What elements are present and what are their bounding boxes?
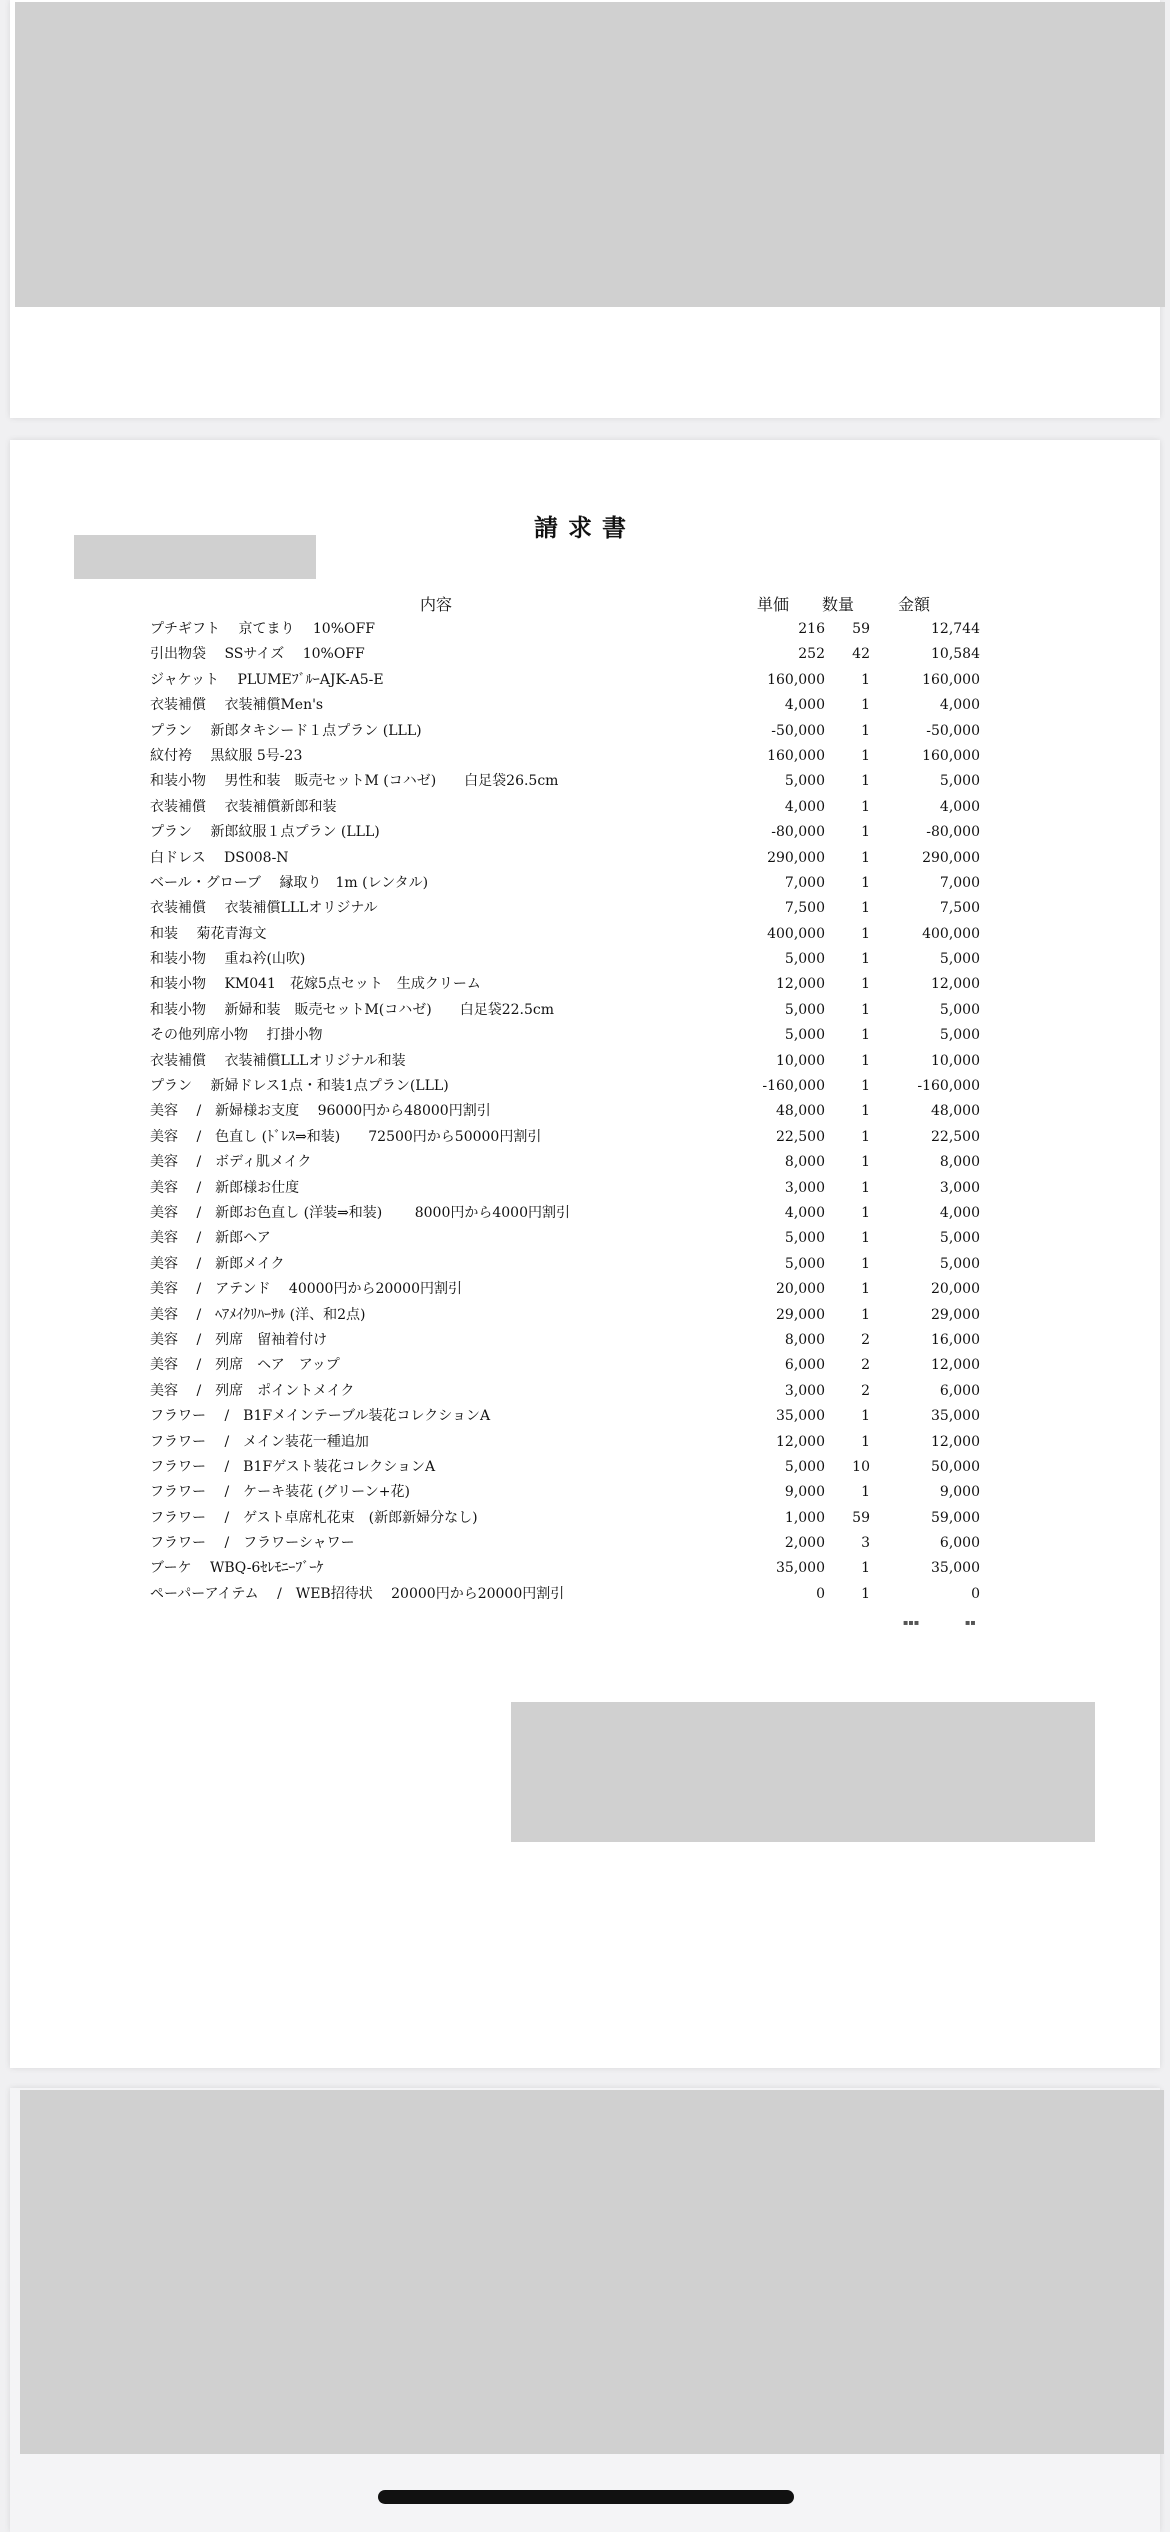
line-item-quantity: 3	[861, 1535, 870, 1552]
line-item-unit-price: -50,000	[771, 722, 825, 739]
line-item-unit-price: 4,000	[784, 697, 825, 714]
line-item-amount: -160,000	[917, 1078, 980, 1095]
line-item-description: フラワー / フラワーシャワー	[150, 1535, 355, 1552]
line-item-amount: 290,000	[922, 849, 980, 866]
line-item-unit-price: 5,000	[784, 951, 825, 968]
line-item-amount: 22,500	[931, 1128, 980, 1145]
line-item-description: 美容 / 列席 ヘア アップ	[150, 1357, 340, 1374]
line-item-description: 美容 / 新郎ヘア	[150, 1230, 271, 1247]
line-item-row	[150, 972, 980, 997]
invoice-page	[10, 440, 1160, 2068]
line-item-quantity: 1	[861, 925, 870, 942]
line-item-quantity: 1	[861, 747, 870, 764]
line-item-amount: 20,000	[931, 1281, 980, 1298]
line-item-unit-price: 20,000	[776, 1281, 825, 1298]
line-item-amount: 29,000	[931, 1306, 980, 1323]
line-item-description: ベール・グローブ 縁取り 1m (レンタル)	[150, 874, 429, 891]
line-item-row	[150, 769, 980, 794]
line-item-amount: 160,000	[922, 747, 980, 764]
line-item-amount: 7,000	[939, 874, 980, 891]
line-item-quantity: 1	[861, 1103, 870, 1120]
line-item-quantity: 1	[861, 976, 870, 993]
line-item-quantity: 1	[861, 773, 870, 790]
invoice-title: 請求書	[534, 513, 636, 542]
redacted-recipient	[74, 535, 316, 579]
line-item-amount: 5,000	[939, 773, 980, 790]
line-item-unit-price: 3,000	[784, 1179, 825, 1196]
redacted-area-top	[15, 2, 1165, 307]
line-item-description: 美容 / ボディ肌メイク	[150, 1154, 312, 1171]
line-item-unit-price: 8,000	[784, 1154, 825, 1171]
line-item-unit-price: 0	[816, 1585, 825, 1602]
line-item-quantity: 59	[852, 621, 870, 637]
line-item-row	[150, 1430, 980, 1455]
line-item-unit-price: 9,000	[784, 1484, 825, 1501]
line-item-quantity: 2	[861, 1357, 870, 1374]
line-item-row	[150, 1353, 980, 1378]
line-item-unit-price: 7,000	[784, 874, 825, 891]
line-item-amount: -50,000	[926, 722, 980, 739]
line-item-unit-price: -80,000	[771, 824, 825, 841]
line-item-quantity: 1	[861, 1128, 870, 1145]
line-item-description: 美容 / ﾍｱﾒｲｸﾘﾊｰｻﾙ (洋、和2点)	[150, 1306, 366, 1323]
line-item-row	[150, 1480, 980, 1505]
line-item-row	[150, 1252, 980, 1277]
line-item-description: プラン 新郎タキシード１点プラン (LLL)	[150, 722, 422, 739]
line-item-row	[150, 795, 980, 820]
line-item-row	[150, 719, 980, 744]
line-item-row	[150, 1201, 980, 1226]
line-item-amount: 6,000	[939, 1382, 980, 1399]
line-item-row	[150, 1277, 980, 1302]
line-item-row	[150, 1099, 980, 1124]
line-item-quantity: 1	[861, 1433, 870, 1450]
line-item-quantity: 1	[861, 697, 870, 714]
line-item-quantity: 2	[861, 1331, 870, 1348]
line-item-unit-price: 4,000	[784, 798, 825, 815]
line-item-quantity: 1	[861, 824, 870, 841]
line-item-unit-price: 5,000	[784, 1001, 825, 1018]
line-item-description: 美容 / 新郎メイク	[150, 1255, 285, 1272]
line-item-row	[150, 1125, 980, 1150]
line-item-unit-price: 48,000	[776, 1103, 825, 1120]
line-item-unit-price: 10,000	[776, 1052, 825, 1069]
line-item-amount: 4,000	[939, 1204, 980, 1221]
line-item-quantity: 1	[861, 1230, 870, 1247]
line-item-row	[150, 871, 980, 896]
line-item-unit-price: 2,000	[784, 1535, 825, 1552]
line-item-quantity: 1	[861, 1204, 870, 1221]
header-quantity: 数量	[822, 595, 855, 614]
line-item-unit-price: 3,000	[784, 1382, 825, 1399]
line-item-unit-price: 35,000	[776, 1560, 825, 1577]
line-item-description: 美容 / 新郎お色直し (洋装⇒和装) 8000円から4000円割引	[150, 1204, 570, 1221]
line-item-description: 美容 / アテンド 40000円から20000円割引	[150, 1281, 462, 1298]
line-item-row	[150, 1531, 980, 1556]
line-item-description: 美容 / 新郎様お仕度	[150, 1179, 300, 1196]
line-item-row	[150, 846, 980, 871]
line-item-quantity: 1	[861, 1585, 870, 1602]
line-item-description: 美容 / 列席 留袖着付け	[150, 1331, 328, 1348]
line-item-quantity: 1	[861, 849, 870, 866]
line-item-description: フラワー / ケーキ装花 (グリーン+花)	[150, 1484, 410, 1501]
line-item-amount: 12,000	[931, 1357, 980, 1374]
line-item-description: 和装 菊花青海文	[150, 925, 267, 942]
line-item-description: 和装小物 重ね衿(山吹)	[150, 951, 306, 968]
line-item-unit-price: 22,500	[776, 1128, 825, 1145]
line-item-amount: 7,500	[939, 900, 980, 917]
line-item-quantity: 1	[861, 1255, 870, 1272]
line-item-description: 紋付袴 黒紋服 5号-23	[150, 747, 303, 764]
line-item-row	[150, 744, 980, 769]
line-item-description: 衣装補償 衣装補償新郎和装	[150, 798, 337, 815]
line-item-amount: 160,000	[922, 671, 980, 688]
invoice-line-items	[150, 617, 980, 1607]
line-item-row	[150, 693, 980, 718]
line-item-quantity: 1	[861, 900, 870, 917]
line-item-description: 衣装補償 衣装補償LLLオリジナル	[150, 900, 378, 917]
line-item-row	[150, 1455, 980, 1480]
line-item-unit-price: 1,000	[784, 1509, 825, 1526]
redacted-area-bottom	[20, 2090, 1164, 2454]
line-item-amount: 59,000	[931, 1509, 980, 1526]
line-item-amount: 35,000	[931, 1408, 980, 1425]
line-item-description: フラワー / ゲスト卓席札花束 (新郎新婦分なし)	[150, 1509, 478, 1526]
line-item-description: ペーパーアイテム / WEB招待状 20000円から20000円割引	[150, 1585, 565, 1602]
footer-mark: ▪▪	[965, 1618, 976, 1627]
line-item-amount: 9,000	[939, 1484, 980, 1501]
line-item-quantity: 1	[861, 722, 870, 739]
header-description: 内容	[420, 595, 453, 614]
line-item-unit-price: 5,000	[784, 1458, 825, 1475]
line-item-row	[150, 1404, 980, 1429]
line-item-unit-price: 5,000	[784, 1230, 825, 1247]
line-item-amount: 10,584	[931, 646, 980, 663]
line-item-unit-price: -160,000	[762, 1078, 825, 1095]
line-item-description: 衣装補償 衣装補償Men's	[150, 697, 324, 714]
line-item-quantity: 2	[861, 1382, 870, 1399]
line-item-row	[150, 668, 980, 693]
line-item-amount: 5,000	[939, 1255, 980, 1272]
line-item-row	[150, 1328, 980, 1353]
line-item-unit-price: 216	[798, 621, 825, 637]
line-item-unit-price: 290,000	[767, 849, 825, 866]
line-item-unit-price: 5,000	[784, 1255, 825, 1272]
line-item-amount: 35,000	[931, 1560, 980, 1577]
line-item-description: 和装小物 新婦和装 販売セットM(コハゼ) 白足袋22.5cm	[150, 1001, 554, 1018]
line-item-row	[150, 947, 980, 972]
line-item-description: 衣装補償 衣装補償LLLオリジナル和装	[150, 1052, 406, 1069]
line-item-quantity: 1	[861, 951, 870, 968]
line-item-amount: 400,000	[922, 925, 980, 942]
line-item-unit-price: 252	[798, 646, 825, 663]
line-item-quantity: 1	[861, 1306, 870, 1323]
line-item-unit-price: 12,000	[776, 1433, 825, 1450]
line-item-amount: 10,000	[931, 1052, 980, 1069]
line-item-unit-price: 160,000	[767, 671, 825, 688]
line-item-amount: 6,000	[939, 1535, 980, 1552]
redacted-total-box	[511, 1702, 1095, 1842]
line-item-row	[150, 820, 980, 845]
line-item-unit-price: 12,000	[776, 976, 825, 993]
line-item-row	[150, 1074, 980, 1099]
line-item-unit-price: 4,000	[784, 1204, 825, 1221]
line-item-amount: 8,000	[939, 1154, 980, 1171]
line-item-description: 引出物袋 SSサイズ 10%OFF	[150, 646, 365, 663]
header-amount: 金額	[898, 595, 931, 614]
line-item-row	[150, 1049, 980, 1074]
line-item-quantity: 1	[861, 1154, 870, 1171]
line-item-row	[150, 1556, 980, 1581]
line-item-row	[150, 1150, 980, 1175]
line-item-description: 美容 / 新婦様お支度 96000円から48000円割引	[150, 1103, 491, 1120]
line-item-quantity: 1	[861, 1052, 870, 1069]
line-item-row	[150, 1506, 980, 1531]
line-item-amount: 48,000	[931, 1103, 980, 1120]
line-item-description: プラン 新婦ドレス1点・和装1点プラン(LLL)	[150, 1078, 449, 1095]
line-item-quantity: 1	[861, 1179, 870, 1196]
line-item-description: 美容 / 列席 ポイントメイク	[150, 1382, 355, 1399]
line-item-row	[150, 1379, 980, 1404]
line-item-quantity: 1	[861, 798, 870, 815]
line-item-description: プラン 新郎紋服１点プラン (LLL)	[150, 824, 380, 841]
line-item-description: フラワー / メイン装花一種追加	[150, 1433, 369, 1450]
line-item-row	[150, 998, 980, 1023]
line-item-row	[150, 642, 980, 667]
line-item-description: ブーケ WBQ-6ｾﾚﾓﾆｰﾌﾞｰｹ	[150, 1560, 324, 1577]
line-item-unit-price: 5,000	[784, 773, 825, 790]
line-item-quantity: 1	[861, 671, 870, 688]
line-item-quantity: 1	[861, 1078, 870, 1095]
line-item-amount: 50,000	[931, 1458, 980, 1475]
line-item-amount: 3,000	[939, 1179, 980, 1196]
line-item-amount: -80,000	[926, 824, 980, 841]
line-item-amount: 4,000	[939, 798, 980, 815]
line-item-unit-price: 7,500	[784, 900, 825, 917]
line-item-quantity: 1	[861, 1408, 870, 1425]
line-item-row	[150, 1582, 980, 1607]
line-item-quantity: 1	[861, 1560, 870, 1577]
line-item-description: フラワー / B1Fメインテーブル装花コレクションA	[150, 1408, 491, 1425]
line-item-quantity: 10	[852, 1458, 870, 1475]
line-item-amount: 5,000	[939, 1001, 980, 1018]
line-item-description: 白ドレス DS008-N	[150, 849, 289, 866]
line-item-unit-price: 8,000	[784, 1331, 825, 1348]
line-item-amount: 5,000	[939, 1027, 980, 1044]
line-item-amount: 12,744	[931, 621, 980, 637]
line-item-quantity: 1	[861, 1281, 870, 1298]
line-item-amount: 4,000	[939, 697, 980, 714]
line-item-description: フラワー / B1Fゲスト装花コレクションA	[150, 1458, 436, 1475]
line-item-quantity: 1	[861, 1484, 870, 1501]
line-item-amount: 12,000	[931, 1433, 980, 1450]
line-item-amount: 16,000	[931, 1331, 980, 1348]
header-unit-price: 単価	[757, 595, 790, 614]
line-item-quantity: 42	[852, 646, 870, 663]
line-item-description: 和装小物 男性和装 販売セットM (コハゼ) 白足袋26.5cm	[150, 773, 559, 790]
line-item-unit-price: 6,000	[784, 1357, 825, 1374]
line-item-description: 和装小物 KM041 花嫁5点セット 生成クリーム	[150, 976, 481, 993]
footer-mark: ▪▪▪	[903, 1618, 920, 1627]
line-item-amount: 0	[971, 1585, 980, 1602]
line-item-quantity: 59	[852, 1509, 870, 1526]
line-item-amount: 5,000	[939, 951, 980, 968]
line-item-row	[150, 1023, 980, 1048]
home-indicator[interactable]	[378, 2490, 794, 2504]
line-item-unit-price: 29,000	[776, 1306, 825, 1323]
line-item-row	[150, 1303, 980, 1328]
line-item-unit-price: 5,000	[784, 1027, 825, 1044]
line-item-description: ジャケット PLUMEﾌﾞﾙｰAJK-A5-E	[150, 671, 384, 688]
line-item-unit-price: 400,000	[767, 925, 825, 942]
line-item-row	[150, 1176, 980, 1201]
line-item-unit-price: 160,000	[767, 747, 825, 764]
line-item-quantity: 1	[861, 1027, 870, 1044]
line-item-row	[150, 922, 980, 947]
line-item-quantity: 1	[861, 874, 870, 891]
line-item-amount: 5,000	[939, 1230, 980, 1247]
line-item-description: プチギフト 京てまり 10%OFF	[150, 621, 375, 637]
line-item-description: その他列席小物 打掛小物	[150, 1027, 323, 1044]
line-item-unit-price: 35,000	[776, 1408, 825, 1425]
line-item-row	[150, 896, 980, 921]
line-item-quantity: 1	[861, 1001, 870, 1018]
line-item-row	[150, 1226, 980, 1251]
line-item-row	[150, 617, 980, 642]
line-item-description: 美容 / 色直し (ﾄﾞﾚｽ⇒和装) 72500円から50000円割引	[150, 1128, 542, 1145]
line-item-amount: 12,000	[931, 976, 980, 993]
